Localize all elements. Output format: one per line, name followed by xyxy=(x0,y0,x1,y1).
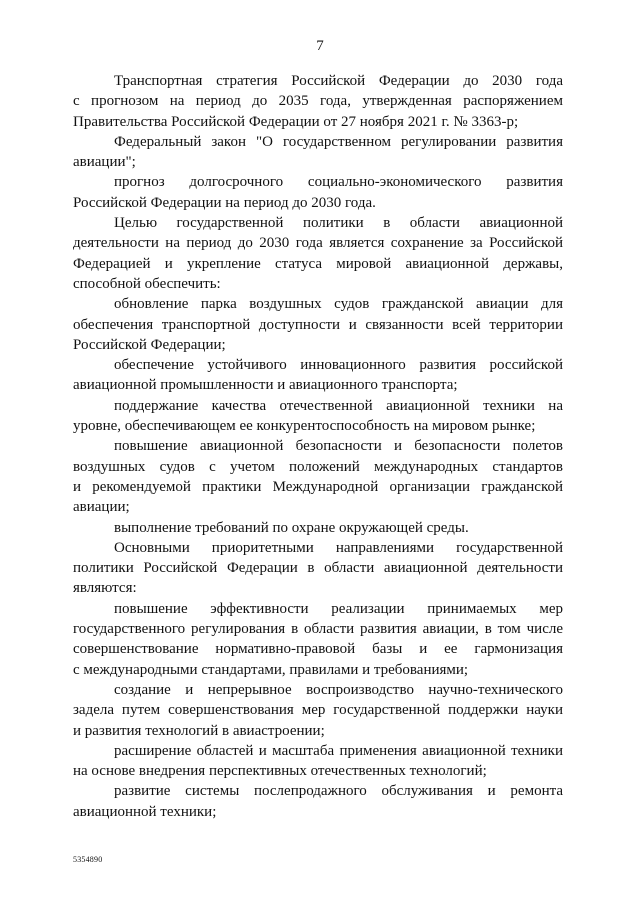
paragraph xyxy=(73,132,563,173)
text-line: повышение эффективности реализации принимаемых мер xyxy=(114,600,563,617)
paragraph xyxy=(73,518,563,538)
text-line: авиации"; xyxy=(73,154,136,171)
paragraph xyxy=(73,781,563,822)
paragraph xyxy=(73,396,563,437)
text-line: Правительства Российской Федерации от 27 ноября 2021 г. № 3363-р; xyxy=(73,113,519,130)
text-line: политики Российской Федерации в области авиационной деятельности xyxy=(73,560,563,577)
text-line: с прогнозом на период до 2035 года, утвержденная распоряжением xyxy=(73,93,563,110)
text-line: Федеральный закон "О государственном регулировании развития xyxy=(114,133,563,150)
text-line: авиации; xyxy=(73,499,130,516)
text-line: деятельности на период до 2030 года является сохранение за Российской xyxy=(73,235,563,252)
page-number: 7 xyxy=(316,38,324,54)
document-body xyxy=(73,71,563,822)
text-line: и развития технологий в авиастроении; xyxy=(73,722,325,739)
paragraph xyxy=(73,680,563,741)
text-line: авиационной промышленности и авиационного транспорта; xyxy=(73,377,458,394)
text-line: совершенствование нормативно-правовой базы и ее гармонизация xyxy=(73,641,563,658)
paragraph xyxy=(73,436,563,517)
paragraph xyxy=(73,599,563,680)
text-line: Основными приоритетными направлениями государственной xyxy=(114,539,563,556)
text-line: прогноз долгосрочного социально-экономического развития xyxy=(114,174,563,191)
text-line: задела путем совершенствования мер государственной поддержки науки xyxy=(73,702,563,719)
text-line: Федерацией и укрепление статуса мировой авиационной державы, xyxy=(73,255,563,272)
text-line: обеспечения транспортной доступности и связанности всей территории xyxy=(73,316,563,333)
paragraph xyxy=(73,71,563,132)
text-line: обновление парка воздушных судов гражданской авиации для xyxy=(114,296,563,313)
paragraph xyxy=(73,172,563,213)
text-line: и рекомендуемой практики Международной организации гражданской xyxy=(73,478,563,495)
text-line: с международными стандартами, правилами и требованиями; xyxy=(73,661,469,678)
text-line: являются: xyxy=(73,580,137,597)
text-line: Целью государственной политики в области авиационной xyxy=(114,215,563,232)
text-line: создание и непрерывное воспроизводство научно-технического xyxy=(114,681,563,698)
document-code: 5354890 xyxy=(73,855,103,864)
text-line: уровне, обеспечивающем ее конкурентоспособность на мировом рынке; xyxy=(73,418,536,435)
text-line: Российской Федерации на период до 2030 года. xyxy=(73,194,376,211)
text-line: Российской Федерации; xyxy=(73,336,226,353)
text-line: выполнение требований по охране окружающей среды. xyxy=(114,519,469,536)
text-line: обеспечение устойчивого инновационного развития российской xyxy=(114,357,563,374)
paragraph xyxy=(73,213,563,294)
paragraph xyxy=(73,538,563,599)
text-line: развитие системы послепродажного обслуживания и ремонта xyxy=(114,783,563,800)
text-line: авиационной техники; xyxy=(73,803,217,820)
text-line: воздушных судов с учетом положений международных стандартов xyxy=(73,458,563,475)
paragraph xyxy=(73,741,563,782)
text-line: повышение авиационной безопасности и безопасности полетов xyxy=(114,438,563,455)
text-line: способной обеспечить: xyxy=(73,275,221,292)
text-line: расширение областей и масштаба применения авиационной техники xyxy=(114,742,563,759)
paragraph xyxy=(73,294,563,355)
text-line: на основе внедрения перспективных отечественных технологий; xyxy=(73,763,487,780)
text-line: государственного регулирования в области развития авиации, в том числе xyxy=(73,621,563,638)
text-line: Транспортная стратегия Российской Федерации до 2030 года xyxy=(114,73,563,89)
paragraph xyxy=(73,355,563,396)
text-line: поддержание качества отечественной авиационной техники на xyxy=(114,397,563,414)
